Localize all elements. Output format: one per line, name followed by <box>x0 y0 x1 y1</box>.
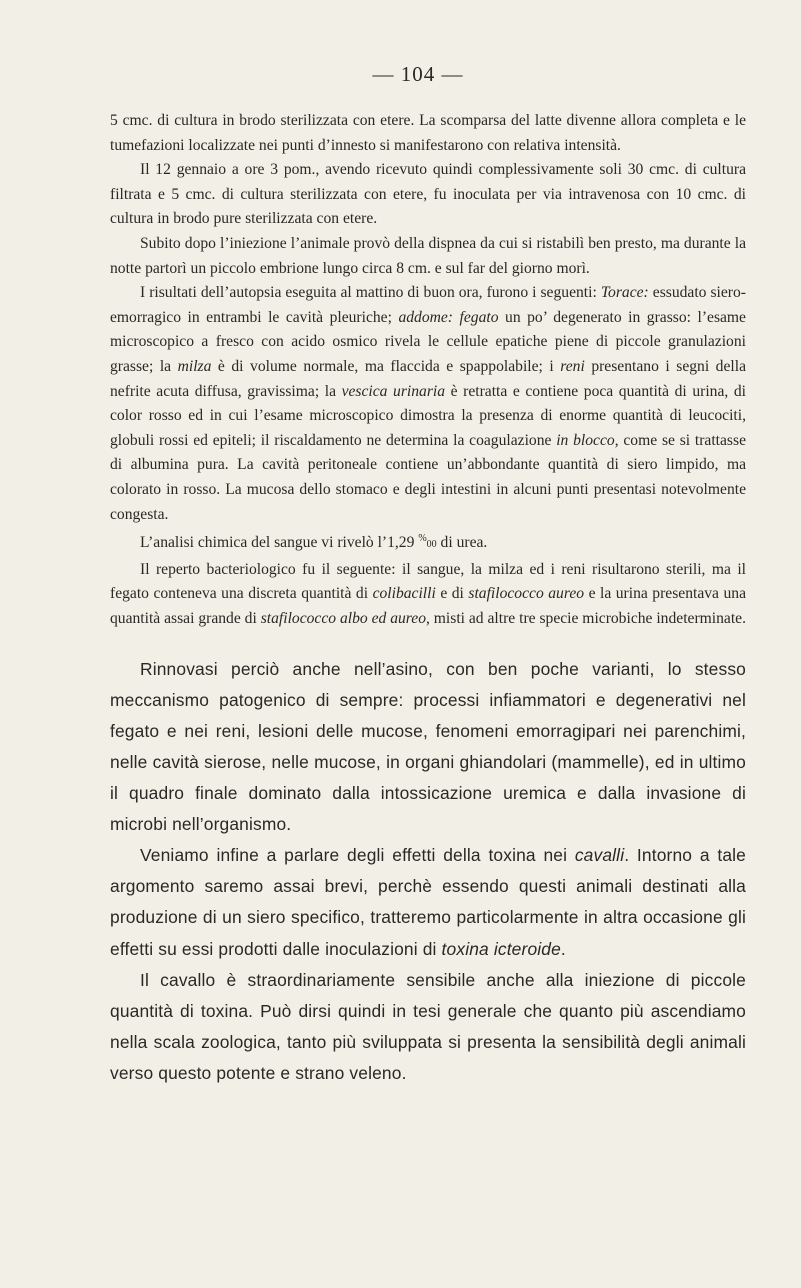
paragraph-1: 5 cmc. di cultura in brodo sterilizzata con etere. La scomparsa del latte divenne allora completa e le tumefazioni localizzate nei punti d’innesto si manifestarono con relativa intensità. <box>110 112 746 154</box>
paragraph-summary: Rinnovasi perciò anche nell’asino, con ben poche varianti, lo stesso meccanismo patogenico di sempre: processi infiammatori e degenerativi nel fegato e nei reni, lesioni delle mucose, fenomeni emorragipari nei parenchimi, nelle cavità sierose, nelle mucose, in organi ghiandolari (mammelle), ed in ultimo il quadro finale dominato dalla intossicazione uremica e dalla invasione di microbi nell’organismo. <box>110 658 746 835</box>
paragraph-2: Il 12 gennaio a ore 3 pom., avendo ricevuto quindi complessivamente soli 30 cmc. di cultura filtrata e 5 cmc. di cultura sterilizzata con etere, fu inoculata per via intravenosa con 10 cmc. di cultura in brodo pure sterilizzata con etere. <box>110 161 746 228</box>
case-report-section <box>110 109 746 632</box>
paragraph-horses: Veniamo infine a parlare degli effetti della toxina nei cavalli. Intorno a tale argomento saremo assai brevi, perchè essendo questi animali destinati alla produzione di un siero specifico, tratteremo particolarmente in altra occasione gli effetti su essi prodotti dalle inoculazioni di toxina icteroide. <box>110 845 746 959</box>
paragraph-3: Subito dopo l’iniezione l’animale provò della dispnea da cui si ristabilì ben presto, ma durante la notte partorì un piccolo embrione lungo circa 8 cm. e sul far del giorno morì. <box>110 234 746 277</box>
paragraph-sensitivity: Il cavallo è straordinariamente sensibile anche alla iniezione di piccole quantità di toxina. Può dirsi quindi in tesi generale che quanto più ascendiamo nella scala zoologica, tanto più sviluppata si presenta la sensibilità degli animali verso questo potente e strano veleno. <box>110 969 746 1083</box>
discussion-section <box>110 654 746 1089</box>
paragraph-bacteriology: Il reperto bacteriologico fu il seguente: il sangue, la milza ed i reni risultarono sterili, ma il fegato conteneva una discreta quantità di colibacilli e di stafilococco aureo e la urina presentava una quantità assai grande di stafilococco albo ed aureo, misti ad altre tre specie microbiche indeterminate. <box>110 560 746 628</box>
paragraph-chemical-analysis: L’analisi chimica del sangue vi rivelò l’1,29 %00 di urea. <box>140 533 488 552</box>
page-number: — 104 — <box>372 62 464 86</box>
paragraph-autopsy: I risultati dell’autopsia eseguita al mattino di buon ora, furono i seguenti: Torace: essudato siero-emorragico in entrambi le cavità pleuriche; addome: fegato un po’ degenerato in grasso: l’esame microscopico a fresco con acido osmico rivela le cellule epatiche piene di piccole granulazioni grasse; la milza è di volume normale, ma flaccida e spappolabile; i reni presentano i segni della nefrite acuta diffusa, gravissima; la vescica urinaria è retratta e contiene poca quantità di urina, di color rosso ed in cui l’esame microscopico dimostra la presenza di enorme quantità di leucociti, globuli rossi ed epiteli; il riscaldamento ne determina la coagulazione in blocco, come se si trattasse di albumina pura. La cavità peritoneale contiene un’abbondante quantità di siero limpido, ma colorato in rosso. La mucosa dello stomaco e degli intestini in alcuni punti presentasi notevolmente congesta. <box>110 284 746 523</box>
